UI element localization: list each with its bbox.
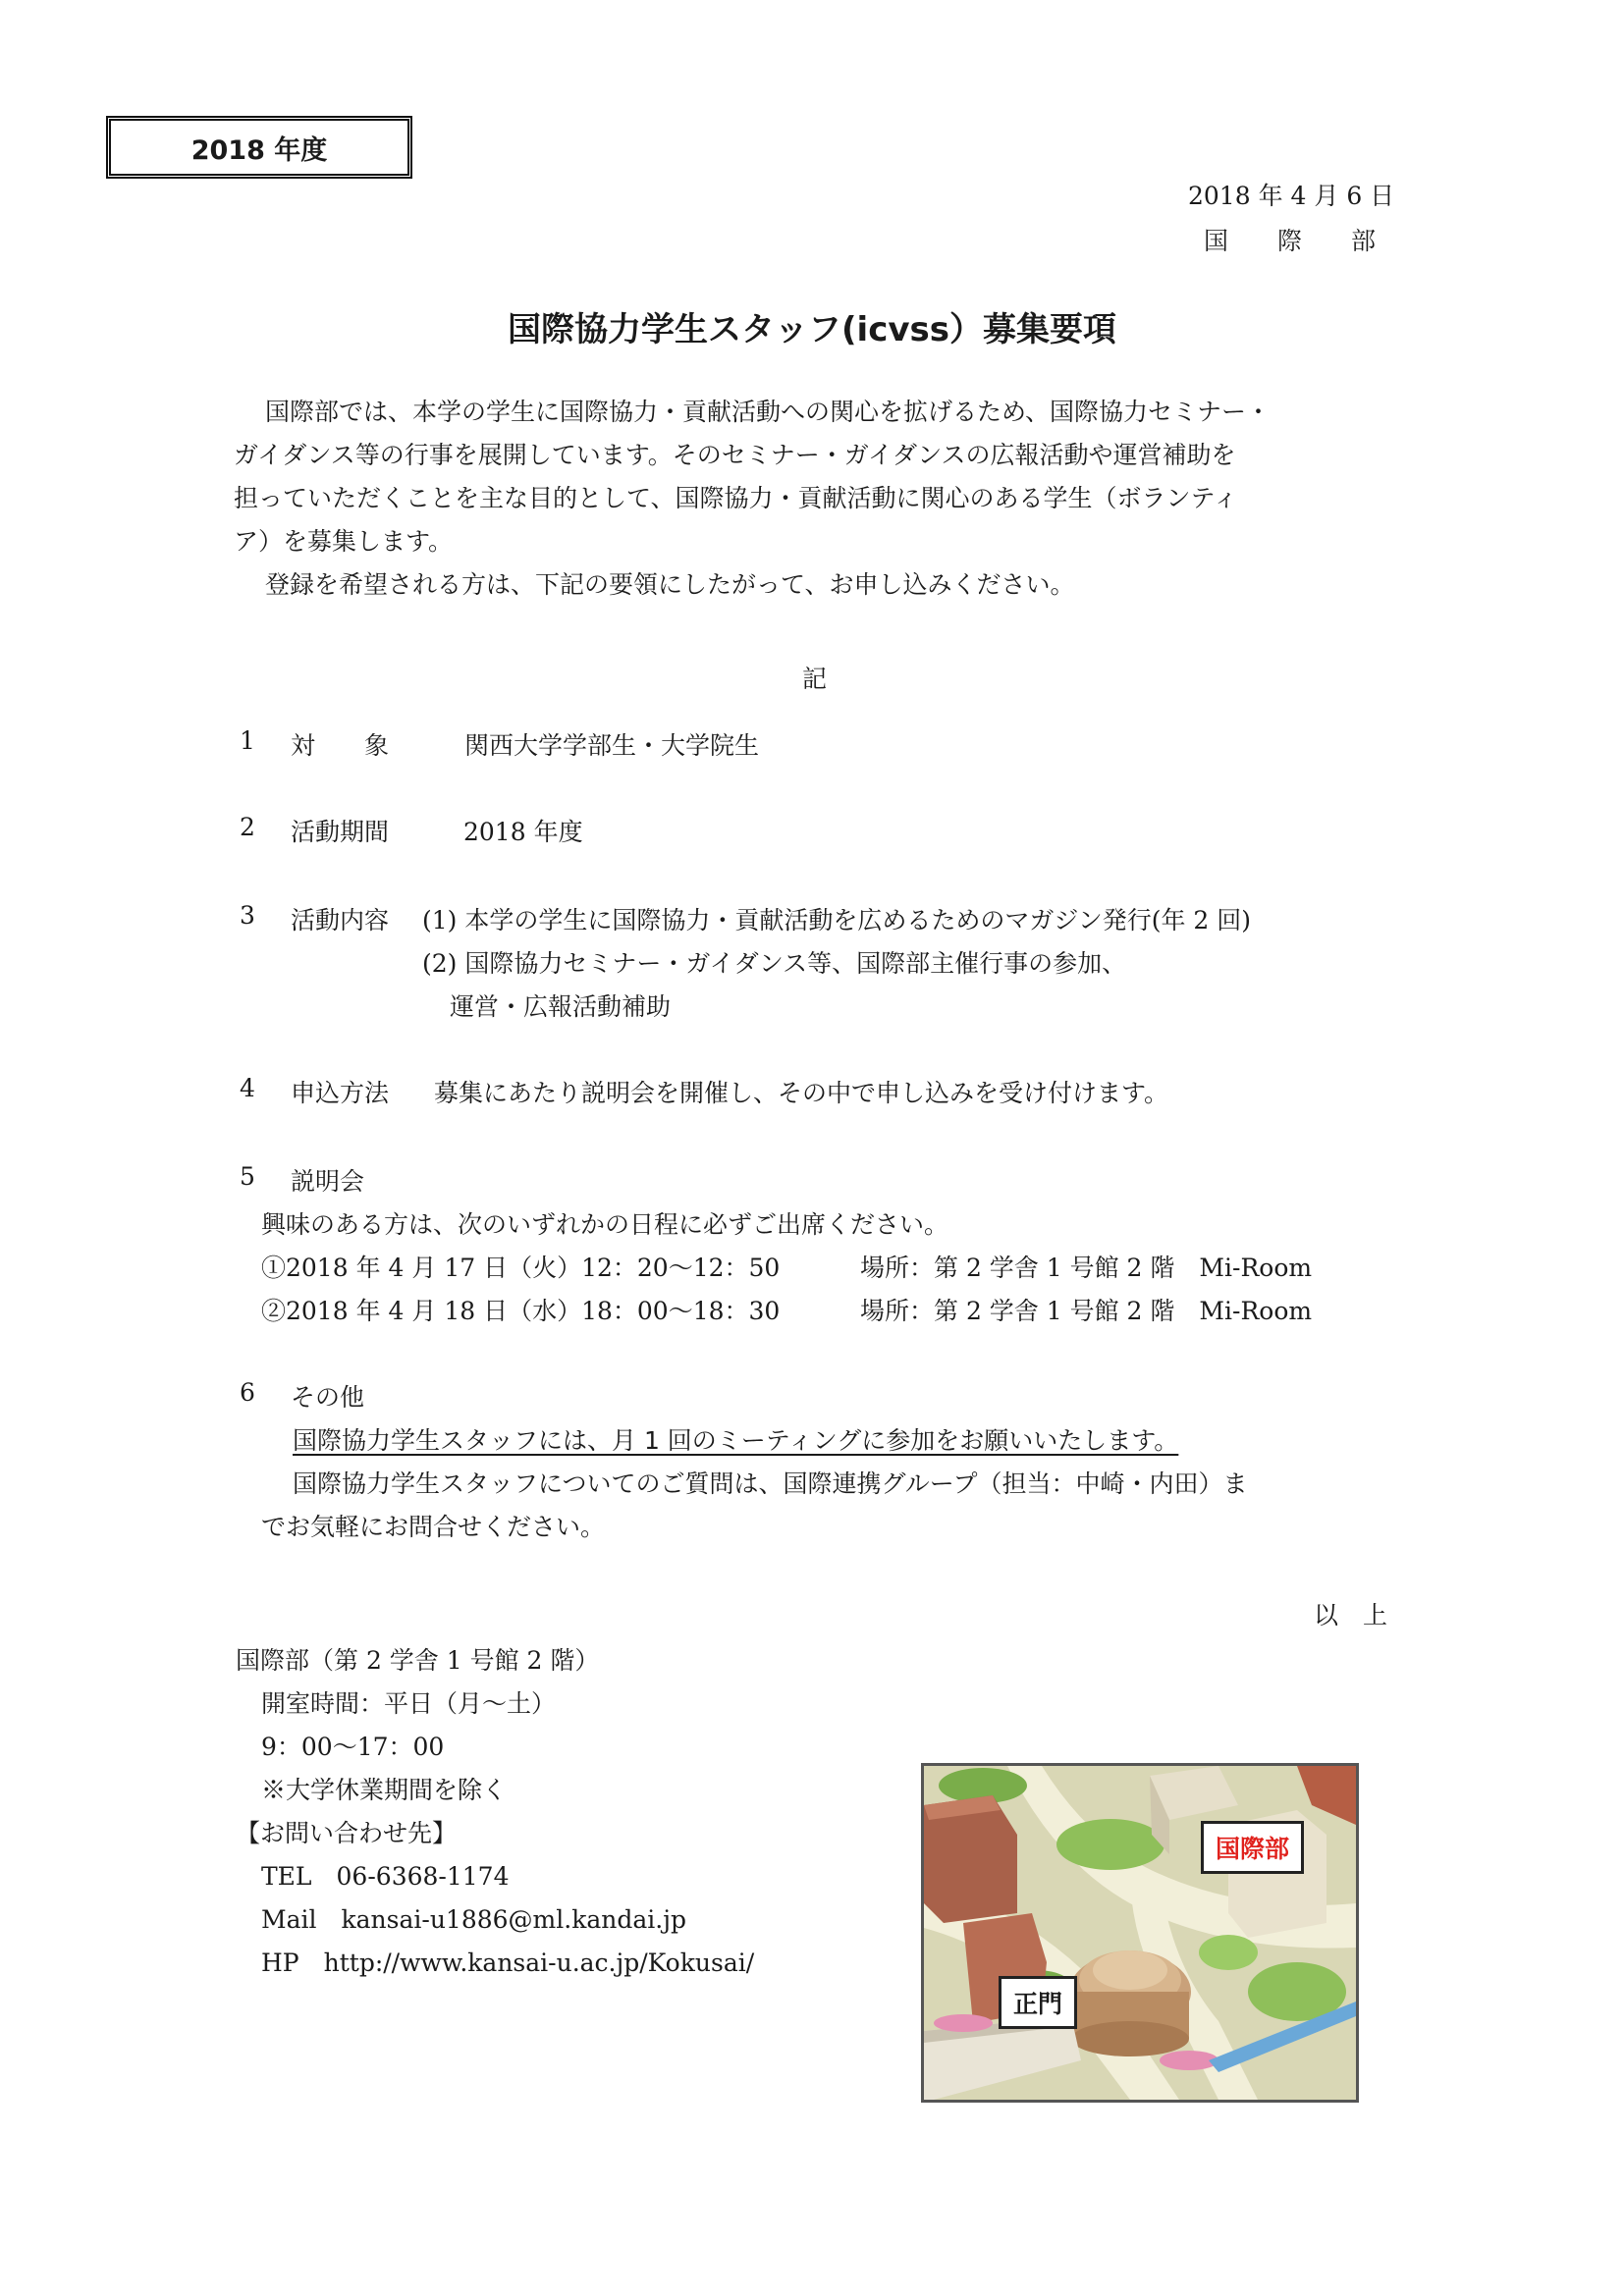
item-3-line-1: (1) 本学の学生に国際協力・貢献活動を広めるためのマガジン発行(年 2 回) xyxy=(422,906,1252,934)
office-hours: 9：00～17：00 xyxy=(261,1733,445,1761)
item-3-label: 活動内容 xyxy=(291,906,390,934)
item-4-number: 4 xyxy=(240,1074,255,1102)
item-2-label: 活動期間 xyxy=(291,818,390,846)
issuing-department: 国 際 部 xyxy=(1204,227,1377,255)
campus-map xyxy=(921,1763,1359,2103)
closing-ijo: 以 上 xyxy=(1314,1601,1388,1629)
map-label-main-gate: 正門 xyxy=(999,1976,1077,2029)
item-3-number: 3 xyxy=(240,901,255,930)
session-2-place: 場所：第 2 学舎 1 号館 2 階 Mi-Room xyxy=(860,1297,1313,1325)
item-6-notice: 国際協力学生スタッフには、月 1 回のミーティングに参加をお願いいたします。 xyxy=(293,1426,1179,1455)
item-4-label: 申込方法 xyxy=(291,1079,390,1107)
ki-heading: 記 xyxy=(802,665,828,693)
issue-date: 2018 年 4 月 6 日 xyxy=(1188,182,1395,210)
map-label-international-office: 国際部 xyxy=(1201,1821,1304,1874)
intro-line-2: ガイダンス等の行事を展開しています。そのセミナー・ガイダンスの広報活動や運営補助を xyxy=(234,441,1236,469)
contact-tel: TEL 06-6368-1174 xyxy=(261,1862,510,1891)
item-1-number: 1 xyxy=(240,726,255,755)
item-3-line-2: (2) 国際協力セミナー・ガイダンス等、国際部主催行事の参加、 xyxy=(422,949,1127,978)
office-hours-label: 開室時間：平日（月～土） xyxy=(261,1689,557,1718)
session-1-date: ①2018 年 4 月 17 日（火）12：20～12：50 xyxy=(261,1254,781,1282)
intro-line-4: ア）を募集します。 xyxy=(234,527,454,556)
session-1-place: 場所：第 2 学舎 1 号館 2 階 Mi-Room xyxy=(860,1254,1313,1282)
item-4-text: 募集にあたり説明会を開催し、その中で申し込みを受け付けます。 xyxy=(434,1079,1169,1107)
page-title: 国際協力学生スタッフ(icvss）募集要項 xyxy=(508,310,1116,349)
intro-line-1: 国際部では、本学の学生に国際協力・貢献活動への関心を拡げるため、国際協力セミナー・ xyxy=(265,398,1272,426)
item-3-line-3: 運営・広報活動補助 xyxy=(450,992,672,1021)
contact-homepage: HP http://www.kansai-u.ac.jp/Kokusai/ xyxy=(261,1949,755,1977)
session-2-date: ②2018 年 4 月 18 日（水）18：00～18：30 xyxy=(261,1297,781,1325)
item-6-number: 6 xyxy=(240,1378,255,1407)
item-1-label: 対 象 xyxy=(291,731,390,760)
item-5-number: 5 xyxy=(240,1162,255,1191)
contact-mail: Mail kansai-u1886@ml.kandai.jp xyxy=(261,1905,686,1934)
contact-heading: 【お問い合わせ先】 xyxy=(236,1819,458,1847)
intro-line-3: 担っていただくことを主な目的として、国際協力・貢献活動に関心のある学生（ボランティ xyxy=(234,484,1238,512)
item-6-line-3: でお気軽にお問合せください。 xyxy=(261,1513,606,1541)
item-6-line-2: 国際協力学生スタッフについてのご質問は、国際連携グループ（担当：中崎・内田）ま xyxy=(293,1469,1248,1498)
item-2-number: 2 xyxy=(240,813,255,841)
office-hours-note: ※大学休業期間を除く xyxy=(261,1776,508,1804)
item-5-label: 説明会 xyxy=(291,1167,365,1196)
item-2-text: 2018 年度 xyxy=(463,818,583,846)
item-6-label: その他 xyxy=(291,1383,365,1412)
office-location: 国際部（第 2 学舎 1 号館 2 階） xyxy=(236,1646,600,1675)
year-tag xyxy=(106,116,412,179)
item-1-text: 関西大学学部生・大学院生 xyxy=(464,731,760,760)
campus-map-illustration xyxy=(924,1766,1356,2100)
year-tag-text: 2018 年度 xyxy=(190,134,328,166)
item-5-intro: 興味のある方は、次のいずれかの日程に必ずご出席ください。 xyxy=(261,1210,949,1239)
intro-line-5: 登録を希望される方は、下記の要領にしたがって、お申し込みください。 xyxy=(265,570,1075,599)
